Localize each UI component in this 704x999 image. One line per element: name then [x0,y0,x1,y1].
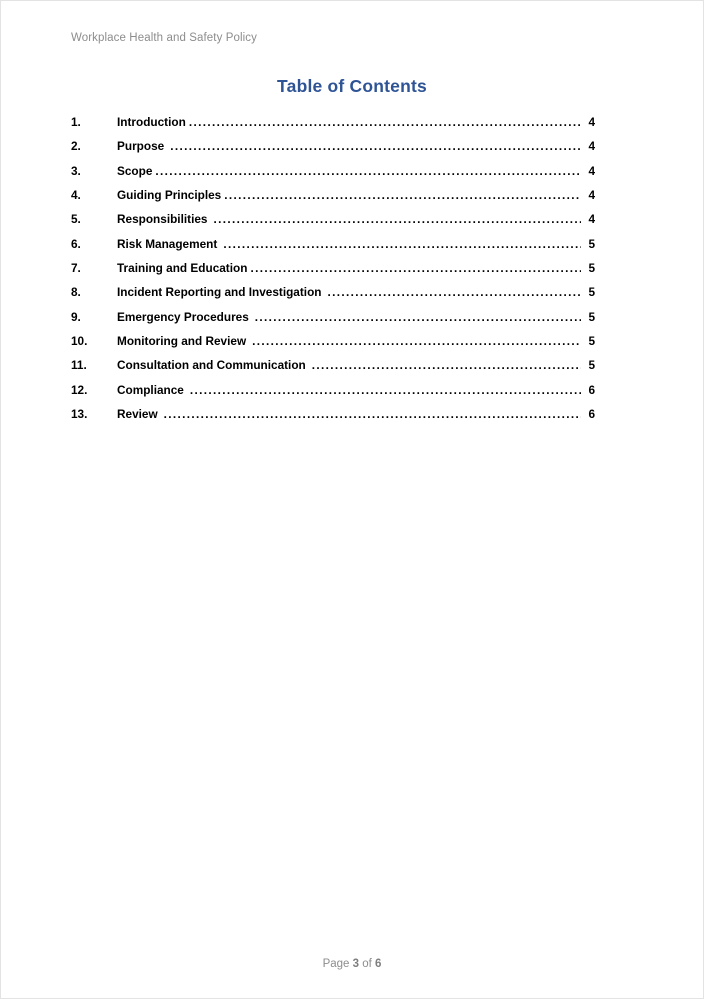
toc-entry-page-number: 5 [588,334,595,349]
table-of-contents-list [71,114,595,430]
toc-entry-page-number: 6 [588,382,595,397]
toc-entry-label[interactable]: Risk Management [117,236,218,251]
toc-dot-leader [170,138,581,150]
toc-entry[interactable] [71,114,595,138]
toc-entry-label[interactable]: Responsibilities [117,212,208,227]
toc-dot-leader [164,406,581,418]
toc-entry-number: 8. [71,285,81,300]
toc-entry[interactable] [71,357,595,381]
toc-dot-leader [255,309,581,321]
toc-entry[interactable] [71,187,595,211]
toc-entry-number: 7. [71,261,81,276]
toc-entry-page-number: 4 [588,188,595,203]
toc-entry[interactable] [71,260,595,284]
toc-entry-page-number: 6 [588,407,595,422]
page-title: Table of Contents [277,76,427,96]
toc-entry-label[interactable]: Compliance [117,382,184,397]
toc-entry-label[interactable]: Introduction [117,115,186,129]
toc-entry-number: 1. [71,115,81,129]
toc-entry-label[interactable]: Purpose [117,139,165,154]
toc-dot-leader [223,236,581,248]
running-header: Workplace Health and Safety Policy [71,32,258,44]
toc-entry[interactable] [71,284,595,308]
toc-entry-number: 13. [71,407,88,422]
toc-entry-label[interactable]: Consultation and Communication [117,358,306,373]
toc-entry-label[interactable]: Emergency Procedures [117,309,249,324]
toc-dot-leader [328,284,582,296]
toc-entry-number: 6. [71,236,81,251]
toc-entry-label[interactable]: Training and Education [117,261,248,276]
toc-entry-label[interactable]: Scope [117,163,153,178]
toc-dot-leader [224,187,581,199]
footer-separator: of [362,958,372,970]
toc-entry-page-number: 4 [588,115,595,129]
toc-entry-page-number: 5 [588,309,595,324]
toc-dot-leader [155,163,581,175]
toc-entry[interactable] [71,309,595,333]
toc-entry[interactable] [71,138,595,162]
toc-entry-number: 11. [71,358,87,373]
toc-entry-page-number: 4 [588,212,595,227]
toc-entry-number: 4. [71,188,81,203]
toc-entry-page-number: 5 [588,358,595,373]
toc-entry-page-number: 4 [588,139,595,154]
toc-dot-leader [213,211,581,223]
toc-dot-leader [252,333,581,345]
toc-entry[interactable] [71,236,595,260]
toc-entry[interactable] [71,163,595,187]
toc-entry-page-number: 5 [588,285,595,300]
toc-dot-leader [312,357,581,369]
toc-entry-page-number: 5 [588,236,595,251]
toc-entry-label[interactable]: Incident Reporting and Investigation [117,285,322,300]
toc-entry-label[interactable]: Guiding Principles [117,188,222,203]
toc-entry-label[interactable]: Monitoring and Review [117,334,247,349]
footer-total-pages: 6 [375,958,382,970]
toc-entry-label[interactable]: Review [117,407,158,422]
toc-dot-leader [189,114,581,126]
page-footer [1,958,703,970]
footer-current-page: 3 [352,958,360,970]
toc-entry-number: 5. [71,212,81,227]
toc-entry-number: 3. [71,163,81,178]
toc-entry-number: 9. [71,309,81,324]
toc-entry[interactable] [71,333,595,357]
toc-dot-leader [190,382,581,394]
toc-entry[interactable] [71,211,595,235]
toc-entry[interactable] [71,406,595,430]
toc-entry-page-number: 5 [588,261,595,276]
toc-dot-leader [250,260,581,272]
toc-entry-number: 2. [71,139,81,154]
toc-entry[interactable] [71,382,595,406]
toc-entry-number: 10. [71,334,88,349]
toc-entry-page-number: 4 [588,163,595,178]
toc-entry-number: 12. [71,382,88,397]
footer-prefix: Page [322,958,350,970]
